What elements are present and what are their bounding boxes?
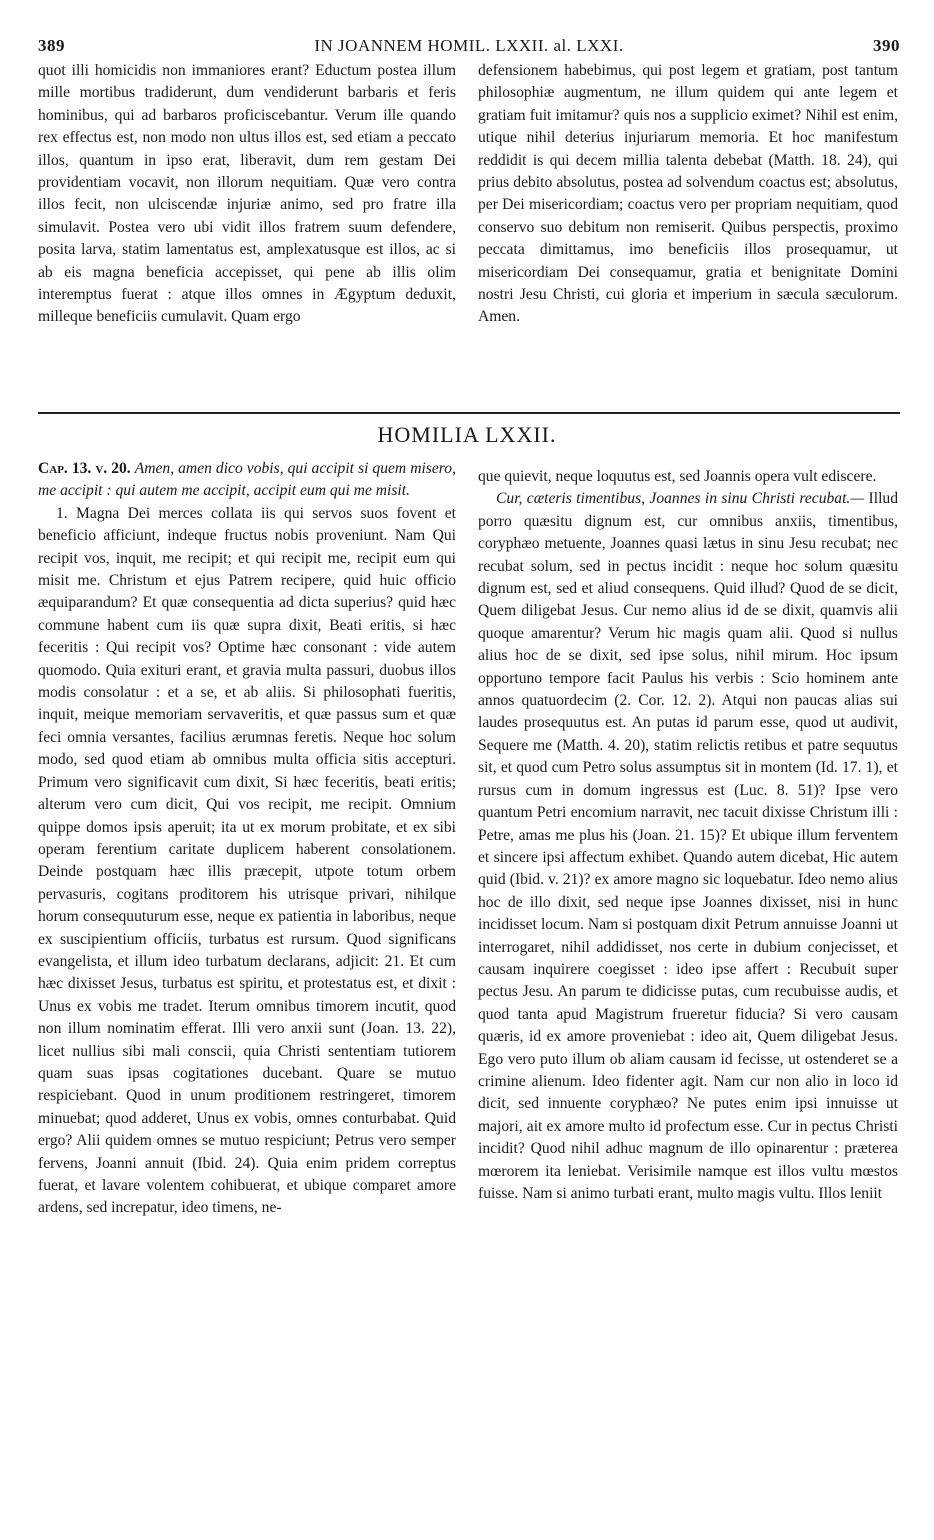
column-bottom-left bbox=[38, 458, 456, 1220]
paragraph-with-subhead bbox=[478, 488, 898, 1205]
paragraph: quot illi homicidis non immaniores erant? Eductum postea illum mille mortibus tradiderunt, dum vendiderunt barbaris et feris hominibus, qui ad barbaros proficiscebantur. Verum ille quando rex effectus est, non modo non ultus illos est, sed etiam a peccato illos, quantum in ipso erat, liberavit, dum rem gestam Dei providentiam vocavit, non illorum nequitiam. Quæ vero contra illos fecit, non ulciscendæ injuriæ animo, sed pro fratre illa simulavit. Postea vero ubi vidit illos fratrem suum defendere, posita larva, statim lamentatus est, amplexatusque est illos, ac si ab eis magna beneficia accepisset, qui pene ab illis olim interemptus fuerat : atque illos omnes in Ægyptum deduxit, milleque beneficiis cumulavit. Quam ergo bbox=[38, 62, 456, 326]
paragraph: 1. Magna Dei merces collata iis qui servos suos fovent et beneficio afficiunt, indeque fructus nobis proveniunt. Nam Qui recipit vos, inquit, me recipit; et qui recipit me, recipit eum qui misit me. Christum et ejus Patrem recipere, quid huic officio æquiparandum? Et quæ consequentia ad dicta superius? quid hæc commune habent cum iis quæ supra dixit, Beati eritis, si hæc feceritis : Qui recipit vos? Optime hæc consonant : vide autem quomodo. Quia exituri erant, et gravia multa passuri, duobus illos modis consolatur : et a se, et ab aliis. Si philosophati fueritis, inquit, meique memoriam servaveritis, et quæ passus sum et quæ feci omnia versantes, facilius ærumnas feretis. Neque hoc solum modo, sed quod etiam ab omnibus multa officia sitis accepturi. Primum vero significavit cum dixit, Si hæc feceritis, beati eritis; alterum vero cum dicit, Qui vos recipit, me recipit. Omnium quippe domos ipsis aperuit; ita ut ex morum probitate, et ex sibi operam ferentium caritate duplicem haberent consolationem. Deinde postquam hæc illis præcepit, utpote totum orbem pervasuris, cogitans proditorem his utrisque privari, nihilque horum consequuturum esse, neque ex patientia in laboribus, neque ex suscipientium officiis, turbatus est rursum. Quod significans evangelista, et illum ideo turbatum declarans, adjicit: 21. Et cum hæc dixisset Jesus, turbatus est spiritu, et protestatus est, et dixit : Unus ex vobis me tradet. Iterum omnibus timorem incutit, quod non illum nominatim efferat. Illi vero anxii sunt (Joan. 13. 22), licet nullius sibi mali conscii, quia Christi sententiam tutiorem quam suas ipsas cogitationes ducebant. Quare se mutuo respiciebant. Quod in unum proditionem restringeret, timorem minuebat; quod adderet, Unus ex vobis, omnes conturbabat. Quid ergo? Alii quidem omnes se mutuo respiciunt; Petrus vero semper fervens, Joanni annuit (Ibid. 24). Quia enim pridem correptus fuerat, et lavare volentem cohibuerat, et ubique comparet amore ardens, sed increpatur, ideo timens, ne- bbox=[38, 504, 456, 1217]
homily-title: HOMILIA LXXII. bbox=[377, 422, 557, 447]
column-bottom-right bbox=[478, 466, 898, 1205]
chapter-ref: Cap. 13. v. 20. bbox=[38, 460, 131, 477]
page-number-left: 389 bbox=[38, 36, 65, 55]
column-top-left bbox=[38, 60, 456, 329]
column-top-right bbox=[478, 60, 898, 329]
chapter-verse bbox=[38, 458, 456, 503]
subheading: Cur, cæteris timentibus, Joannes in sinu Christi recubat.— bbox=[496, 490, 865, 508]
running-head bbox=[38, 30, 900, 60]
page-number-right: 390 bbox=[873, 36, 900, 55]
running-title: IN JOANNEM HOMIL. LXXII. al. LXXI. bbox=[314, 36, 624, 55]
paragraph: que quievit, neque loquutus est, sed Joannis opera vult ediscere. bbox=[478, 468, 877, 485]
section-divider bbox=[38, 412, 900, 414]
paragraph-text: Illud porro quæsitu dignum est, cur omnibus anxiis, timentibus, coryphæo metuente, Joannes quasi lætus in sinu Jesu recubat; nec recubat solum, sed in pectus incidit : neque hoc solum quæsitu dignum est, sed et aliud consequens. Quid illud? Quod de se dicit, Quem diligebat Jesus. Cur nemo alius id de se dixit, quamvis alii quoque amarentur? Verum hic magis quam alii. Quod si nullus alius hoc de se dixit, sed ipse solus, nihil mirum. Hoc ipsum opportuno tempore facit Paulus his verbis : Scio hominem ante annos quatuordecim (2. Cor. 12. 2). Atqui non paucas alias sui laudes prosequutus est. An putas id parum esse, quod ut audivit, Sequere me (Matth. 4. 20), statim relictis retibus et patre sequutus sit, et quod cum Petro solus assumptus sit in montem (Id. 17. 1), et rursus cum in domum ingressus est (Luc. 8. 51)? Ipse vero quantum Petri encomium narravit, nec tacuit dixisse Christum illi : Petre, amas me plus his (Joan. 21. 15)? Et ubique illum ferventem et sincere ipsi affectum exhibet. Quando autem dicebat, Hic autem quid (Ibid. v. 21)? ex amore magno sic loquebatur. Ideo nemo alius hoc de illo dixit, sed neque ipse Joannes dixisset, nisi in hunc incidisset locum. Nam si postquam dixit Petrum annuisse Joanni ut interrogaret, nihil addidisset, nos certe in dubium conjecisset, et causam inquirere coegisset : ideo ipse affert : Recubuit super pectus Jesu. An parum te didicisse putas, cum recubuisse audis, et quod tanta apud Magistrum frueretur fiducia? Si vero causam quæris, id ex amore proveniebat : ideo ait, Quem diligebat Jesus. Ego vero puto illum ob aliam causam id fecisse, ut ostenderet se a crimine alienum. Ideo fidenter agit. Nam cur non alio in loco id dicit, sed innuente coryphæo? Ne putes enim ipsi innuisse ut majori, ait ex amore multo id profectum esse. Cur in pectus Christi incidit? Quod nihil adhuc magnum de illo opinarentur : præterea mœrorem ita leniebat. Verisimile namque est illos vultu mœstos fuisse. Nam si animo turbati erant, multo magis vultu. Illos leniit bbox=[478, 490, 898, 1202]
scripture-text: Amen, amen dico vobis, qui accipit si quem misero, me accipit : qui autem me accipit, accipit eum qui me misit. bbox=[38, 460, 456, 500]
paragraph: defensionem habebimus, qui post legem et gratiam, post tantum philosophiæ augmentum, ne illum quidem qui ante legem et gratiam fuit imitamur? quis nos a supplicio eximet? Nihil est enim, utique nihil deterius injuriarum memoria. Et hoc manifestum reddidit is qui decem millia talenta debebat (Matth. 18. 24), qui prius debito absolutus, postea ad solvendum coactus est; absolutus, per Dei misericordiam; coactus vero per propriam nequitiam, quod conservo suo debitum non remiserit. Quibus perspectis, proximo peccata dimittamus, imo beneficiis illos prosequamur, ut misericordiam Dei consequamur, gratia et benignitate Domini nostri Jesu Christi, cui gloria et imperium in sæcula sæculorum. Amen. bbox=[478, 62, 898, 326]
